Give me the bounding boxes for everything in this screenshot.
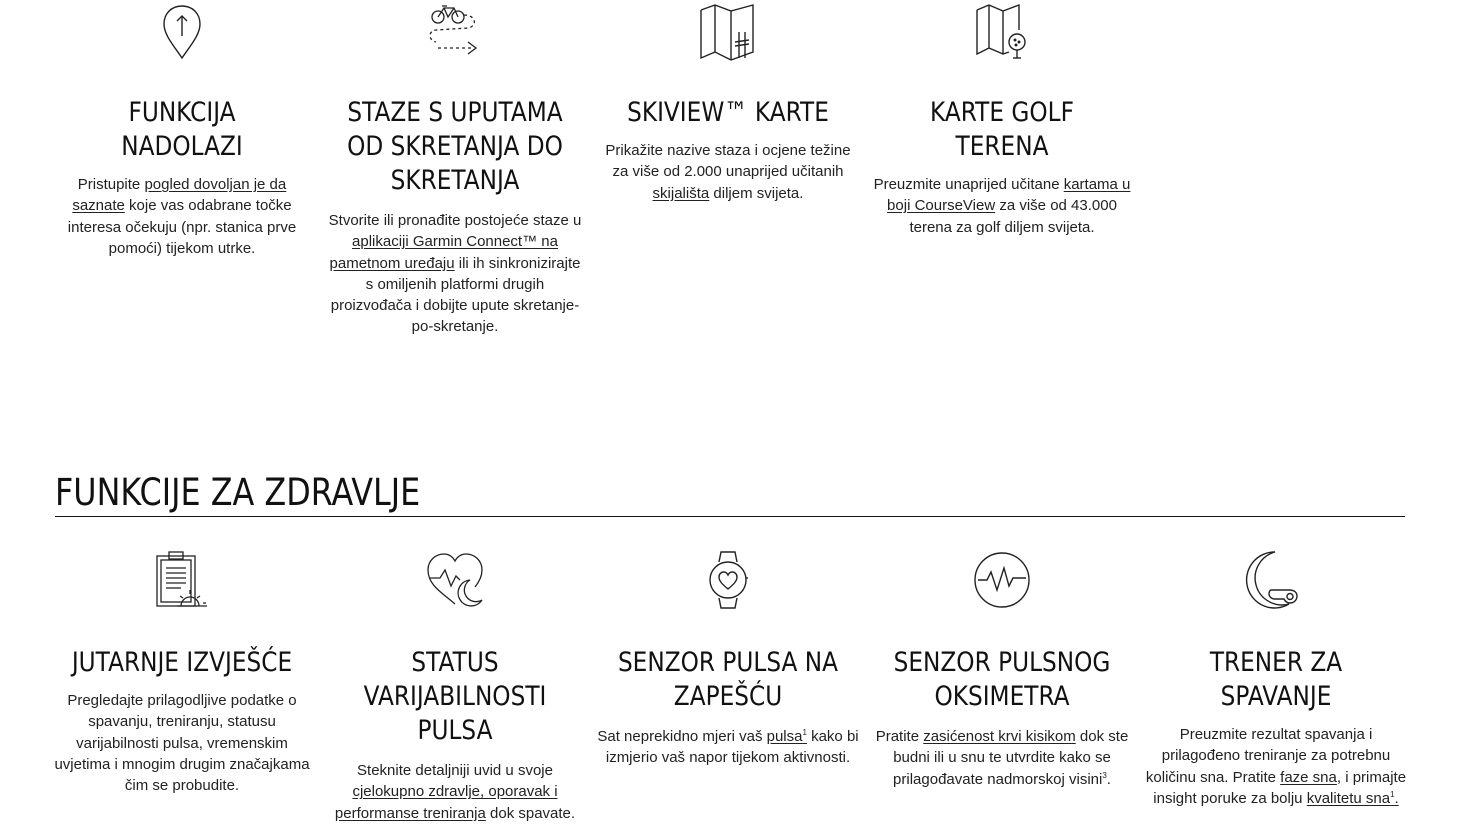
feature-link[interactable]: zasićenost krvi kisikom: [923, 728, 1076, 745]
feature-description: Steknite detaljniji uvid u svoje cjelokupno zdravlje, oporavak i performanse treniranja dok spavate.: [334, 762, 576, 822]
feature-card: [51, 2, 313, 259]
golf-map-icon: [871, 2, 1133, 64]
feature-link[interactable]: aplikaciji Garmin Connect™ na pametnom uređaju: [329, 233, 558, 272]
feature-title: FUNKCIJA NADOLAZI: [121, 97, 243, 162]
feature-description: Prikažite nazive staza i ocjene težine za više od 2.000 unaprijed učitanih skijališta diljem svijeta.: [605, 142, 851, 202]
feature-card: [324, 550, 586, 824]
map-pin-arrow-icon: [51, 2, 313, 64]
feature-title: SKIVIEW™ KARTE: [627, 97, 829, 128]
feature-description: Stvorite ili pronađite postojeće staze u aplikaciji Garmin Connect™ na pametnom uređaju ili ih sinkronizirajte s omiljenih platformi drugih proizvođača i dobijte upute skretanje-po-skretanje.: [328, 212, 582, 336]
feature-title: JUTARNJE IZVJEŠĆE: [71, 647, 293, 678]
feature-card: [324, 2, 586, 338]
feature-link[interactable]: kartama u boji CourseView: [887, 176, 1131, 215]
feature-card: [51, 550, 313, 796]
feature-card: [597, 550, 859, 769]
feature-title: STATUS VARIJABILNOSTI PULSA: [363, 647, 547, 746]
feature-title: KARTE GOLF TERENA: [930, 97, 1074, 162]
pulse-ox-icon: [871, 550, 1133, 612]
feature-link[interactable]: pulsa$^1$: [766, 728, 807, 745]
feature-card: [597, 2, 859, 204]
feature-description: Preuzmite unaprijed učitane kartama u boji CourseView za više od 43.000 terena za golf diljem svijeta.: [873, 176, 1131, 236]
wrist-heart-rate-watch-icon: [597, 550, 859, 612]
morning-report-clipboard-icon: [51, 550, 313, 612]
feature-description: Pratite zasićenost krvi kisikom dok ste budni ili u snu te utvrdite kako se prilagođavate nadmorskoj visini$^3$.: [875, 728, 1129, 788]
feature-description: Pristupite pogled dovoljan je da saznate koje vas odabrane točke interesa očekuju (npr. stanica prve pomoći) tijekom utrke.: [67, 176, 297, 257]
ski-map-icon: [597, 2, 859, 64]
hrv-heart-moon-icon: [324, 550, 586, 612]
bike-route-icon: [324, 2, 586, 64]
feature-link[interactable]: skijališta: [652, 184, 710, 202]
section-title: FUNKCIJE ZA ZDRAVLJE: [55, 471, 421, 514]
feature-description: Preuzmite rezultat spavanja i prilagođeno treniranje za potrebnu količinu sna. Pratite faze sna, i primajte insight poruke za bolju kvalitetu sna$^1$.: [1145, 726, 1407, 807]
section-header: [55, 472, 1405, 517]
feature-link[interactable]: cjelokupno zdravlje, oporavak i performanse treniranja: [334, 783, 558, 822]
feature-link[interactable]: kvalitetu sna$^1$.: [1306, 789, 1399, 807]
feature-card: [871, 550, 1133, 790]
sleep-coach-moon-whistle-icon: [1145, 550, 1407, 612]
feature-title: STAZE S UPUTAMA OD SKRETANJA DO SKRETANJA: [347, 97, 563, 196]
feature-link[interactable]: pogled dovoljan je da saznate: [72, 176, 287, 215]
feature-link[interactable]: faze sna: [1280, 768, 1337, 786]
feature-title: SENZOR PULSNOG OKSIMETRA: [893, 647, 1111, 712]
feature-card: [871, 2, 1133, 238]
feature-title: SENZOR PULSA NA ZAPEŠĆU: [617, 647, 839, 712]
feature-description: Pregledajte prilagodljive podatke o spavanju, treniranju, statusu varijabilnosti pulsa, vremenskim uvjetima i mnogim drugim značajkama čim se probudite.: [54, 692, 310, 795]
feature-card: [1145, 550, 1407, 809]
feature-description: Sat neprekidno mjeri vaš pulsa$^1$ kako bi izmjerio vaš napor tijekom aktivnosti.: [597, 728, 859, 767]
feature-title: TRENER ZA SPAVANJE: [1209, 647, 1343, 712]
